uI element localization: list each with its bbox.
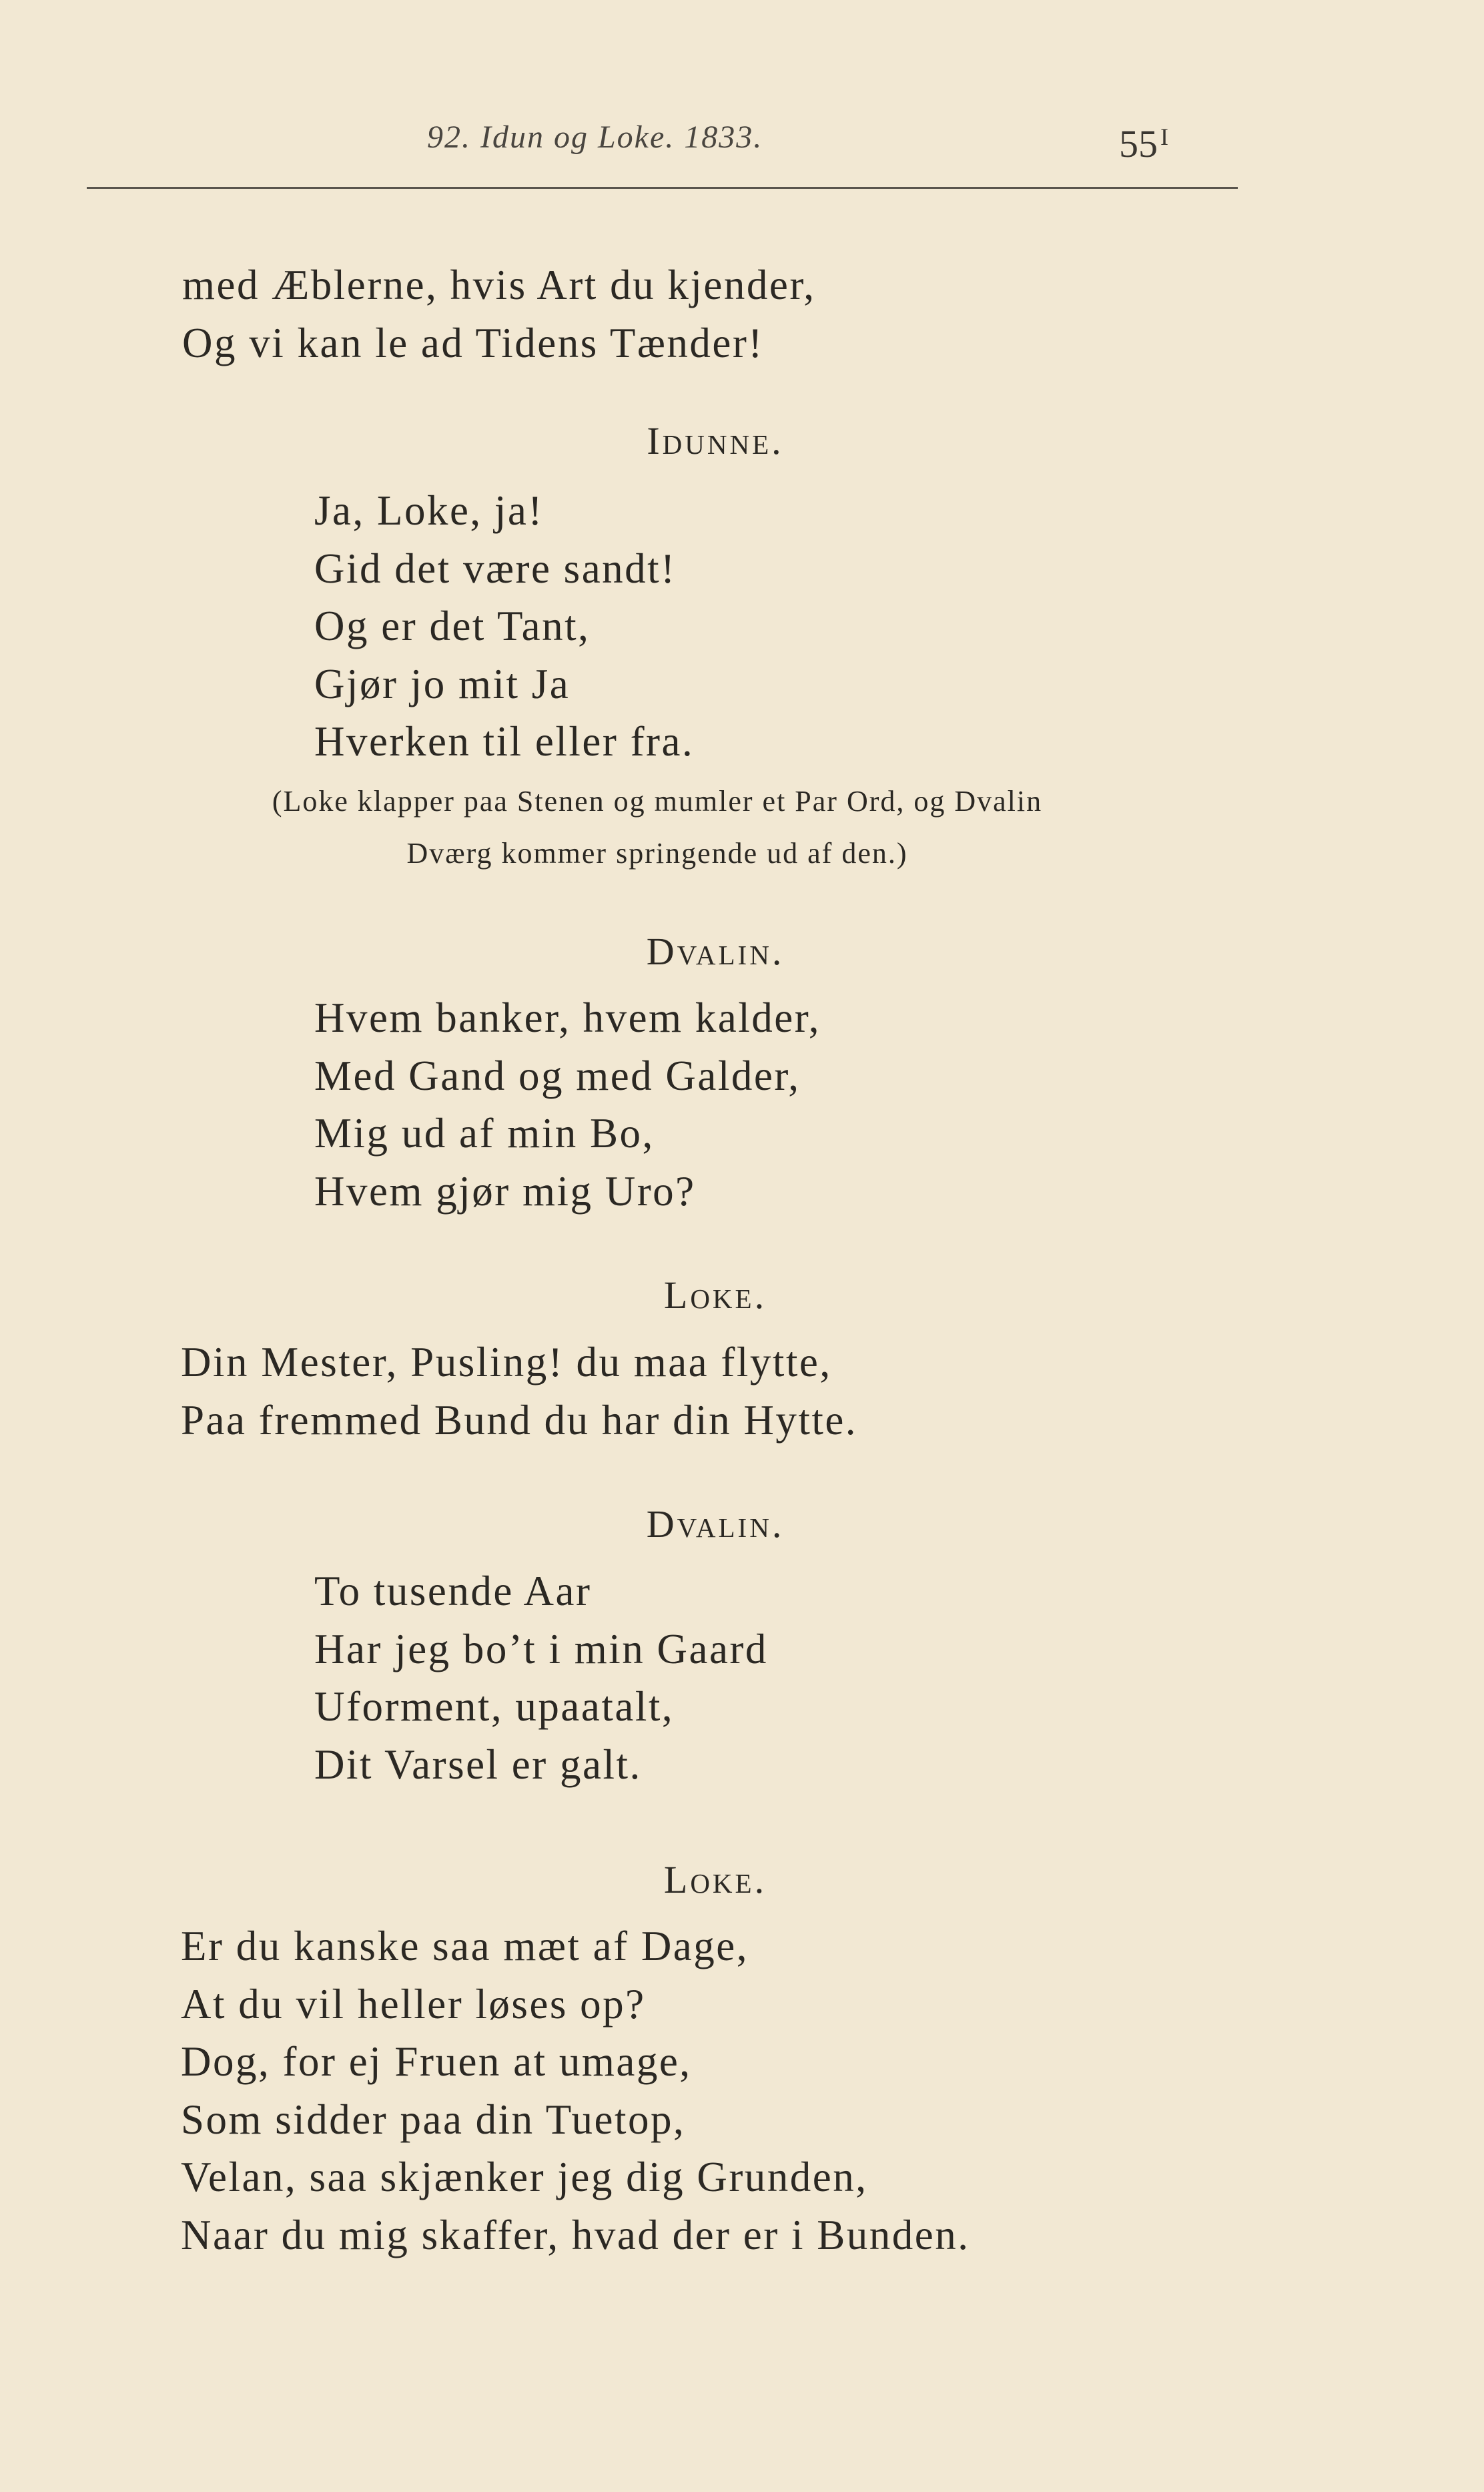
page-number: [1119, 121, 1168, 166]
verse-line: Uforment, upaatalt,: [314, 1683, 675, 1730]
verse-line: Dit Varsel er galt.: [314, 1741, 642, 1788]
speaker-loke: Loke.: [663, 1858, 767, 1901]
speaker-dvalin: Dvalin.: [646, 930, 785, 973]
verse-line: Som sidder paa din Tuetop,: [181, 2096, 686, 2143]
stage-line: (Loke klapper paa Stenen og mumler et Par Ord, og Dvalin: [272, 785, 1043, 818]
running-title: 92. Idun og Loke. 1833.: [427, 119, 763, 155]
verse-line: Med Gand og med Galder,: [314, 1052, 801, 1099]
verse-line: Gid det være sandt!: [314, 545, 677, 592]
stage-line: Dværg kommer springende ud af den.): [406, 837, 908, 870]
idunne-verse: [314, 482, 694, 771]
speaker-idunne: Idunne.: [647, 419, 784, 462]
dvalin-verse-2: [314, 1562, 768, 1793]
verse-line: Ja, Loke, ja!: [314, 487, 544, 534]
header-rule: [87, 187, 1238, 189]
speaker-dvalin: Dvalin.: [646, 1502, 785, 1546]
verse-line: Mig ud af min Bo,: [314, 1110, 655, 1157]
verse-line: Hvem gjør mig Uro?: [314, 1167, 696, 1215]
page-number-mark: I: [1160, 123, 1168, 150]
verse-line: Dog, for ej Fruen at umage,: [181, 2038, 692, 2085]
verse-line: Har jeg bo’t i min Gaard: [314, 1625, 768, 1672]
verse-line: Din Mester, Pusling! du maa flytte,: [181, 1339, 832, 1385]
verse-line: Og er det Tant,: [314, 603, 591, 649]
verse-line: Naar du mig skaffer, hvad der er i Bunden.: [181, 2211, 970, 2258]
opening-verse: [182, 256, 816, 372]
page-number-value: 55: [1119, 122, 1158, 166]
verse-line: med Æblerne, hvis Art du kjender,: [182, 262, 816, 308]
loke-verse-2: [181, 1917, 970, 2264]
verse-line: Hverken til eller fra.: [314, 718, 695, 765]
verse-line: Paa fremmed Bund du har din Hytte.: [181, 1396, 858, 1444]
verse-line: Velan, saa skjænker jeg dig Grunden,: [181, 2154, 868, 2200]
stage-direction: [133, 775, 1181, 880]
verse-line: Gjør jo mit Ja: [314, 660, 571, 707]
verse-line: To tusende Aar: [314, 1568, 592, 1614]
verse-line: Hvem banker, hvem kalder,: [314, 994, 821, 1041]
verse-line: At du vil heller løses op?: [181, 1980, 646, 2028]
verse-line: Er du kanske saa mæt af Dage,: [181, 1923, 749, 1969]
speaker-loke: Loke.: [663, 1273, 767, 1317]
dvalin-verse-1: [314, 989, 821, 1220]
loke-verse-1: [181, 1333, 857, 1449]
verse-line: Og vi kan le ad Tidens Tænder!: [182, 319, 764, 366]
